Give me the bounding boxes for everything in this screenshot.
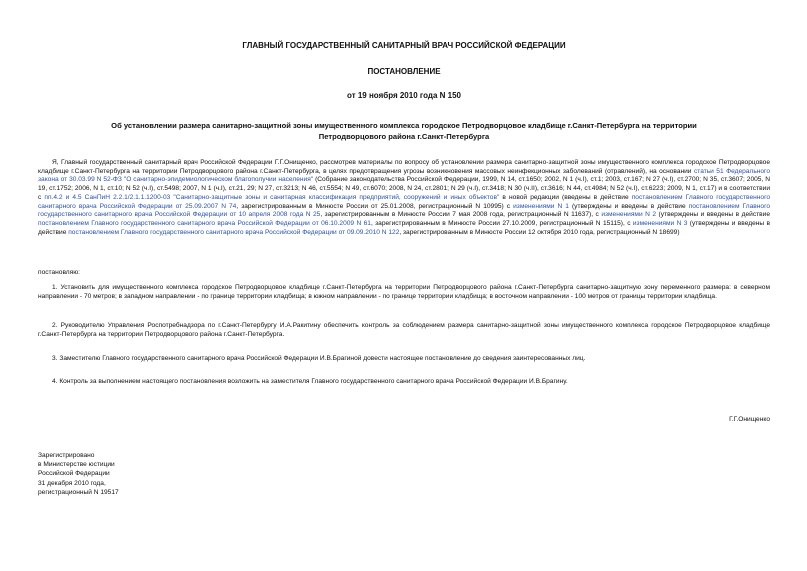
preamble-text: , зарегистрированным в Минюсте России 7 мая 2008 года, регистрационный N 11637), с	[320, 211, 602, 219]
registration-line: регистрационный N 19517	[38, 488, 119, 496]
amendments-2-link[interactable]: изменениями N 2	[601, 211, 657, 219]
decree-label: постановляю:	[38, 269, 81, 276]
amendments-3-link[interactable]: изменениями N 3	[632, 219, 688, 227]
decree-item-2: 2. Руководителю Управления Роспотребнадзора по г.Санкт-Петербургу И.А.Ракитину обеспечить контроль за соблюдением размера санитарно-защитной зоны имущественного комплекса городское Петродворцовое кладбище г.Санкт-Петербурга на территории Петродворцового района г.Санкт-Петербурга.	[38, 322, 770, 338]
signature: Г.Г.Онищенко	[729, 416, 770, 423]
preamble-text: (утверждены и введены в действие	[568, 202, 689, 210]
registration-block	[38, 451, 238, 497]
preamble-text: , зарегистрированным в Минюсте России 12 октября 2010 года, регистрационный N 18699)	[399, 228, 680, 236]
decree-item-1: 1. Установить для имущественного комплекса городское Петродворцовое кладбище г.Санкт-Петербурга на территории Петродворцового района г.Санкт-Петербурга санитарно-защитную зону переменного размера: в северном направлении - 70 метров; в западном направлении - по границе территории кладбища; в южном направлении - по границе территории кладбища; в восточном направлении - 100 метров от границы территории кладбища.	[38, 284, 770, 300]
decree-74-link[interactable]: постановлением Главного государственного санитарного врача Российской Федерации от 25.09.2007 N 74	[38, 193, 770, 210]
registration-line: в Министерстве юстиции	[38, 461, 115, 469]
preamble-text: , зарегистрированным в Минюсте России от 25.01.2008, регистрационный N 10995) с	[236, 202, 514, 210]
law-link[interactable]: статьи 51 Федерального закона от 30.03.99 N 52-ФЗ "О санитарно-эпидемиологическом благополучии населения"	[38, 167, 770, 184]
decree-item-3: 3. Заместителю Главного государственного санитарного врача Российской Федерации И.В.Брагиной довести настоящее постановление до сведения заинтересованных лиц.	[52, 355, 586, 362]
decree-122-link[interactable]: постановлением Главного государственного санитарного врача Российской Федерации от 09.09.2010 N 122	[68, 228, 400, 236]
registration-line: Зарегистрировано	[38, 452, 95, 459]
preamble-paragraph	[38, 159, 770, 237]
document-title	[38, 120, 770, 143]
decree-25-link[interactable]: постановлением Главного государственного санитарного врача Российской Федерации от 10 апреля 2008 года N 25	[38, 202, 770, 219]
sanpin-link[interactable]: пп.4.2 и 4.5 СанПиН 2.2.1/2.1.1.1200-03 "Санитарно-защитные зоны и санитарная классификация предприятий, сооружений и иных объектов"	[44, 193, 500, 201]
decree-item-4: 4. Контроль за выполнением настоящего постановления возложить на заместителя Главного государственного санитарного врача Российской Федерации И.В.Брагину.	[52, 378, 568, 385]
preamble-text: (утверждены и введены в действие	[656, 211, 770, 219]
document-date-heading: от 19 ноября 2010 года N 150	[347, 91, 461, 100]
preamble-text: в новой редакции (введены в действие	[499, 193, 632, 201]
registration-line: 31 декабря 2010 года,	[38, 479, 106, 487]
decree-61-link[interactable]: постановлением Главного государственного санитарного врача Российской Федерации от 06.10.2009 N 61	[38, 219, 371, 227]
title-line-2: Петродворцового района г.Санкт-Петербурга	[318, 132, 490, 142]
registration-line: Российской Федерации	[38, 470, 110, 478]
document-type-heading: ПОСТАНОВЛЕНИЕ	[367, 67, 441, 76]
preamble-text: Я, Главный государственный санитарный врач Российской Федерации Г.Г.Онищенко, рассмотрев материалы по вопросу об установлении размера санитарно-защитной зоны имущественного комплекса городское Петродворцовое кладбище г.Санкт-Петербурга на территории Петродворцового района г.Санкт-Петербурга, в целях предотвращения угрозы возникновения массовых неинфекционных заболеваний (отравлений), на основании	[38, 159, 770, 175]
preamble-text: , зарегистрированным в Минюсте России 27.10.2009, регистрационный N 15115), с	[370, 219, 633, 227]
title-line-1: Об установлении размера санитарно-защитной зоны имущественного комплекса городское Петродворцовое кладбище г.Санкт-Петербурга на территории	[111, 121, 697, 130]
preamble-text: (Собрание законодательства Российской Федерации, 1999, N 14, ст.1650; 2002, N 1 (ч.I), ст.1; 2003, ст.167; N 27 (ч.I), ст.2700; N 35, ст.3607; 2005, N 19, ст.1752; 2006, N 1, ст.10; N 52 (ч.I), ст.5498; 2007, N 1 (ч.I), ст.21, 29; N 27, ст.3213; N 46, ст.5554; N 49, ст.6070; 2008, N 24, ст.2801; N 29 (ч.I), ст.3418; N 30 (ч.II), ст.3616; N 44, ст.4984; N 52 (ч.I), ст.6223; 2009, N 1, ст.17) и в соответствии с	[38, 176, 770, 201]
amendments-1-link[interactable]: изменениями N 1	[513, 202, 569, 210]
preamble-text: (утверждены и введены в действие	[38, 219, 771, 236]
issuer-heading: ГЛАВНЫЙ ГОСУДАРСТВЕННЫЙ САНИТАРНЫЙ ВРАЧ РОССИЙСКОЙ ФЕДЕРАЦИИ	[242, 41, 566, 50]
